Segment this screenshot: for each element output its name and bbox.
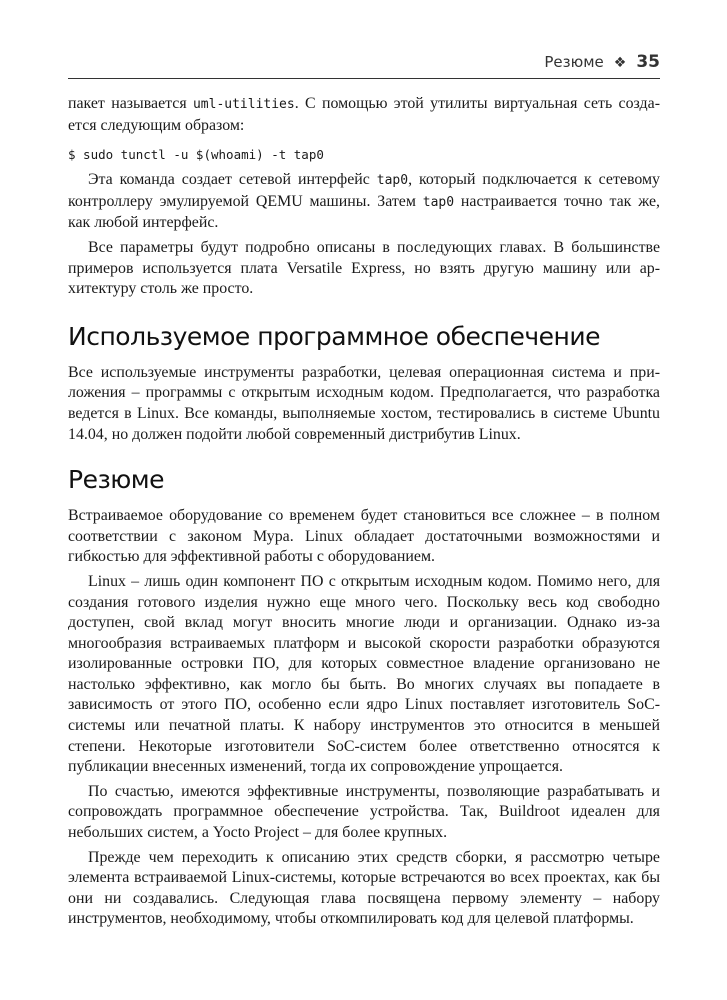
ornament-icon: ❖ [613, 55, 627, 71]
summary-paragraph-4: Прежде чем переходить к описанию этих средств сборки, я рассмотрю четыре элемента встраиваемой Linux-системы, которые встречаются во всех проектах, как бы они ни создавались. Следующая глава посвящена первому элементу – набору инструментов, необходимому, чтобы откомпилировать код для целевой платформы. [68, 848, 660, 928]
section-heading-summary: Резюме [68, 465, 165, 495]
inline-code-tap0-2: tap0 [422, 194, 455, 210]
page-number: 35 [636, 52, 660, 72]
summary-paragraph-3: По счастью, имеются эффективные инструменты, позволяющие разрабатывать и сопровождать программное обеспечение устройства. Так, Buildroot идеален для небольших систем, а Yocto Project – для более крупных. [68, 782, 660, 842]
command-line: $ sudo tunctl -u $(whoami) -t tap0 [68, 147, 324, 163]
summary-paragraph-1: Встраиваемое оборудование со временем будет становиться все сложнее – в полном соответствии с законом Мура. Linux обладает достаточными возможностями и гибкостью для эффективной работы с оборудованием. [68, 507, 660, 566]
header-rule [68, 78, 660, 79]
running-head [544, 52, 660, 72]
inline-code-tap0: tap0 [376, 173, 409, 189]
software-paragraph-1: Все используемые инструменты разработки, целевая операционная система и приложения – программы с открытым исходным кодом. Предполагается, что разработка ведется в Linux. Все команды, выполняемые хостом, тестировались в системе Ubuntu 14.04, но должен подойти любой современный дистрибутив Linux. [68, 363, 660, 443]
running-title: Резюме [544, 53, 604, 71]
page-body [68, 94, 660, 930]
intro-paragraph-2: Эта команда создает сетевой интерфейс tap0, который подключается к сетевому контроллеру эмулируемой QEMU машины. Затем tap0 настраивается точно так же, как любой интерфейс. [68, 171, 661, 232]
section-heading-software: Используемое программное обеспечение [68, 321, 600, 351]
inline-code-package: uml-utilities [192, 97, 295, 112]
intro-paragraph-1: пакет называется uml-utilities. С помощью этой утилиты виртуальная сеть создается следующим образом: [68, 95, 660, 134]
intro-paragraph-3: Все параметры будут подробно описаны в последующих главах. В большинстве примеров используется плата Versatile Express, но взять другую машину или архитектуру столь же просто. [68, 238, 660, 298]
summary-paragraph-2: Linux – лишь один компонент ПО с открытым исходным кодом. Помимо него, для создания готового изделия нужно еще много чего. Поскольку весь код свободно доступен, свой вклад могут вносить многие люди и организации. Однако из-за многообразия встраиваемых платформ и высокой скорости разработки образуются изолированные островки ПО, для которых совместное владение организовано не настолько эффективно, как могло бы быть. Во многих случаях вы попадаете в зависимость от этого ПО, особенно если ядро Linux поставляет изготовитель SoC-системы или печатной платы. К набору инструментов это относится в меньшей степени. Некоторые изготовители SoC-систем более ответственно относятся к публикации внесенных изменений, тогда их сопровождение упрощается. [68, 572, 660, 776]
